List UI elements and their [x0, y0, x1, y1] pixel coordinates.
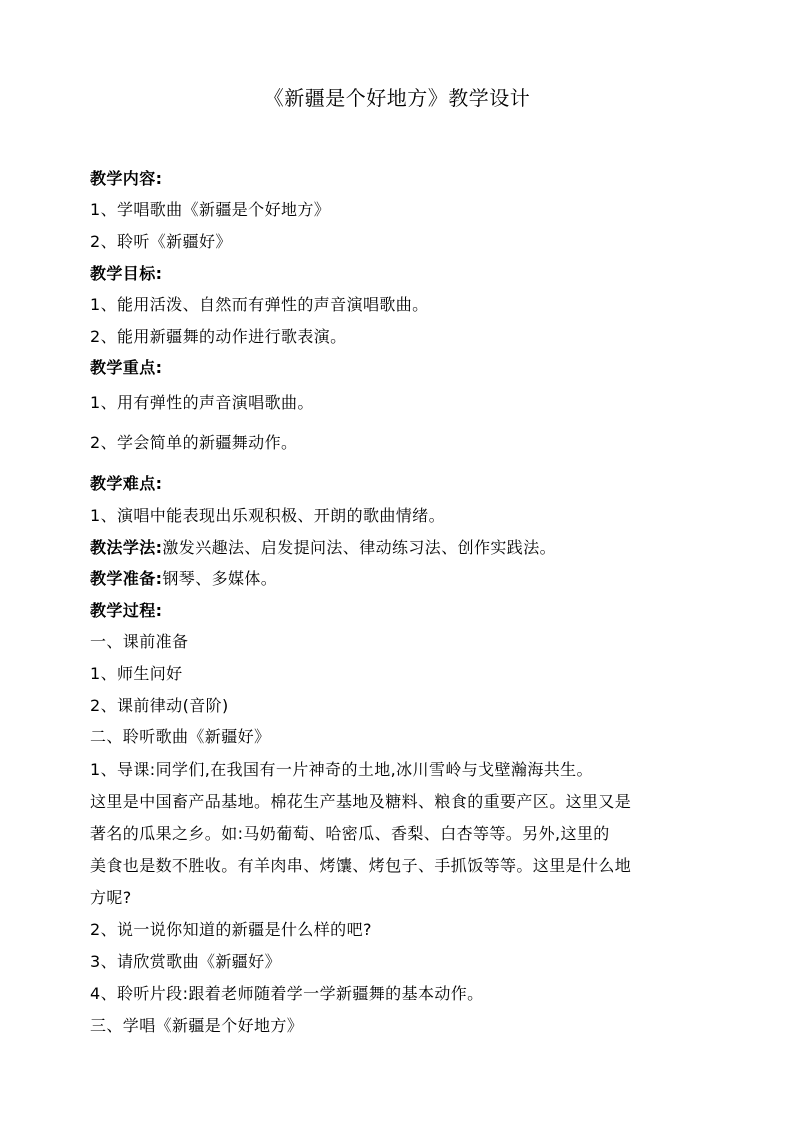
- methods-label: 教法学法:: [90, 538, 163, 557]
- process-line: 4、聆听片段:跟着老师随着学一学新疆舞的基本动作。: [90, 984, 484, 1003]
- section-heading-goals: 教学目标:: [90, 264, 163, 283]
- process-line: 三、学唱《新疆是个好地方》: [90, 1016, 304, 1035]
- section-heading-key-points: 教学重点:: [90, 358, 163, 377]
- section-heading-process: 教学过程:: [90, 601, 163, 620]
- process-line: 1、师生问好: [90, 664, 183, 683]
- process-line: 这里是中国畜产品基地。棉花生产基地及糖料、粮食的重要产区。这里又是: [90, 792, 632, 811]
- process-line: 一、课前准备: [90, 632, 189, 651]
- preparation-text: 钢琴、多媒体。: [162, 569, 278, 588]
- section-heading-difficulties: 教学难点:: [90, 474, 163, 493]
- process-line: 3、请欣赏歌曲《新疆好》: [90, 952, 281, 971]
- process-line: 2、课前律动(音阶): [90, 696, 229, 715]
- process-line: 方呢?: [90, 888, 132, 907]
- key-point-item: 2、学会简单的新疆舞动作。: [90, 433, 298, 452]
- section-heading-content: 教学内容:: [90, 169, 163, 188]
- key-point-item: 1、用有弹性的声音演唱歌曲。: [90, 393, 314, 412]
- difficulty-item: 1、演唱中能表现出乐观积极、开朗的歌曲情绪。: [90, 506, 445, 525]
- document-title: 《新疆是个好地方》教学设计: [263, 86, 531, 110]
- goal-item: 2、能用新疆舞的动作进行歌表演。: [90, 327, 347, 346]
- methods-text: 激发兴趣法、启发提问法、律动练习法、创作实践法。: [162, 538, 557, 557]
- content-item: 1、学唱歌曲《新疆是个好地方》: [90, 200, 331, 219]
- goal-item: 1、能用活泼、自然而有弹性的声音演唱歌曲。: [90, 295, 429, 314]
- methods-line: [90, 537, 720, 559]
- process-line: 美食也是数不胜收。有羊肉串、烤馕、烤包子、手抓饭等等。这里是什么地: [90, 856, 632, 875]
- process-line: 二、聆听歌曲《新疆好》: [90, 727, 271, 746]
- preparation-label: 教学准备:: [90, 569, 163, 588]
- process-line: 著名的瓜果之乡。如:马奶葡萄、哈密瓜、香梨、白杏等等。另外,这里的: [90, 824, 610, 843]
- preparation-line: [90, 568, 720, 590]
- process-line: 2、说一说你知道的新疆是什么样的吧?: [90, 920, 372, 939]
- content-item: 2、聆听《新疆好》: [90, 232, 232, 251]
- process-line: 1、导课:同学们,在我国有一片神奇的土地,冰川雪岭与戈壁瀚海共生。: [90, 760, 593, 779]
